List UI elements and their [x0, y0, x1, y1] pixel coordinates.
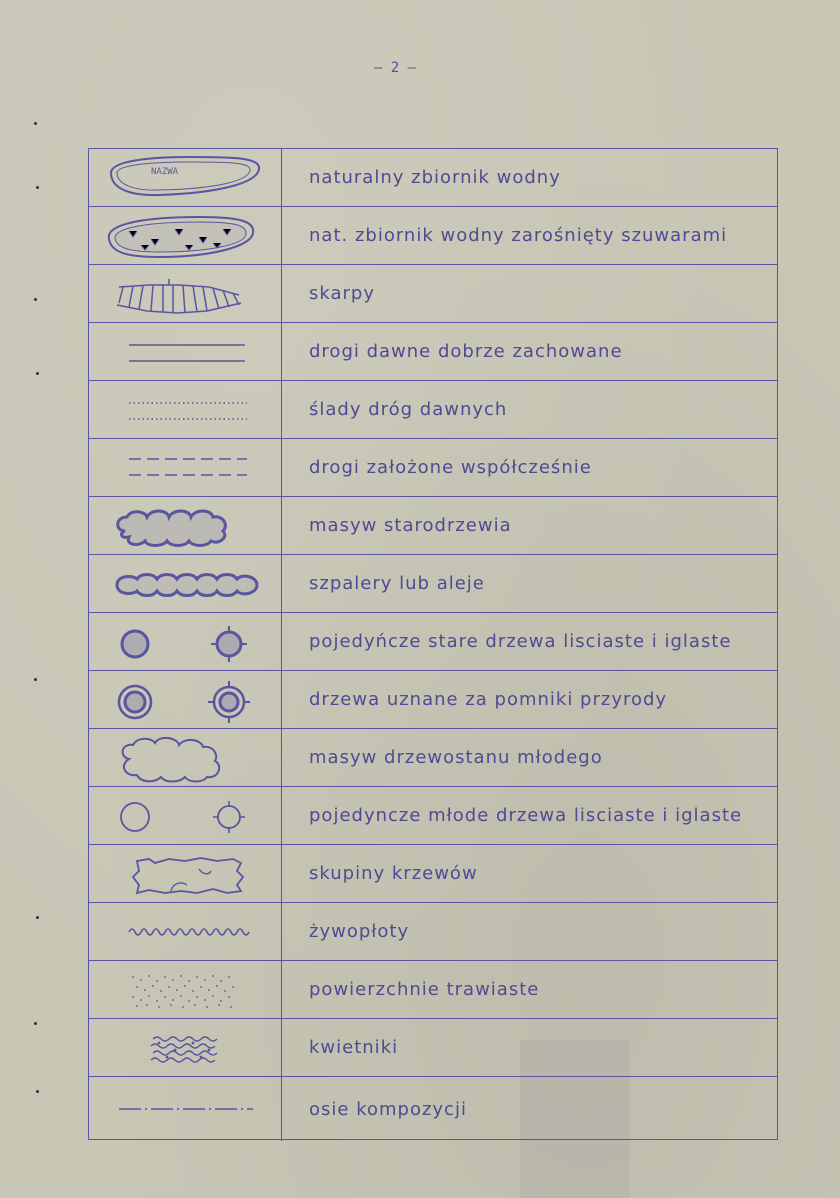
symbol-cell: [89, 265, 282, 322]
legend-row: [89, 787, 777, 845]
legend-row: [89, 903, 777, 961]
legend-row: [89, 149, 777, 207]
margin-mark: [36, 186, 39, 189]
water-body-name: NAZWA: [151, 167, 179, 177]
legend-row: [89, 381, 777, 439]
margin-mark: [34, 122, 37, 125]
legend-label: drogi założone współcześnie: [309, 457, 592, 478]
double-line-icon: [89, 323, 282, 381]
young-tree-icons: [89, 787, 282, 845]
margin-mark: [34, 1022, 37, 1025]
legend-row: [89, 555, 777, 613]
symbol-cell: [89, 729, 282, 786]
margin-mark: [34, 678, 37, 681]
axis-dash-dot-icon: [89, 1077, 282, 1141]
monument-tree-icons: [89, 671, 282, 729]
dotted-lines-icon: [89, 381, 282, 439]
legend-label: pojedyńcze stare drzewa lisciaste i iglaste: [309, 631, 732, 652]
embankment-icon: [89, 265, 282, 323]
young-forest-cloud-icon: [89, 729, 282, 787]
legend-label: żywopłoty: [309, 921, 410, 942]
symbol-cell: [89, 787, 282, 844]
legend-label: powierzchnie trawiaste: [309, 979, 540, 1000]
symbol-cell: [89, 555, 282, 612]
legend-label: skupiny krzewów: [309, 863, 478, 884]
grass-stipple-icon: [89, 961, 282, 1019]
symbol-cell: [89, 903, 282, 960]
symbol-cell: [89, 439, 282, 496]
legend-label: kwietniki: [309, 1037, 399, 1058]
margin-mark: [36, 372, 39, 375]
legend-row: [89, 439, 777, 497]
symbol-cell: [89, 671, 282, 728]
margin-mark: [34, 298, 37, 301]
alley-chain-icon: [89, 555, 282, 613]
legend-label: pojedyncze młode drzewa lisciaste i iglaste: [309, 805, 743, 826]
hedge-wave-icon: [89, 903, 282, 961]
legend-row: [89, 497, 777, 555]
legend-label: drzewa uznane za pomniki przyrody: [309, 689, 668, 710]
reed-water-body-icon: [89, 207, 282, 265]
legend-row: [89, 729, 777, 787]
legend-row: [89, 671, 777, 729]
water-body-icon: [89, 149, 282, 207]
symbol-cell: [89, 1077, 282, 1141]
legend-label: szpalery lub aleje: [309, 573, 485, 594]
page-number: — 2 —: [373, 60, 417, 76]
old-tree-icons: [89, 613, 282, 671]
flowerbed-icon: [89, 1019, 282, 1077]
legend-label: drogi dawne dobrze zachowane: [309, 341, 623, 362]
symbol-cell: [89, 497, 282, 554]
legend-row: [89, 265, 777, 323]
symbol-cell: [89, 207, 282, 264]
margin-mark: [36, 1090, 39, 1093]
legend-row: [89, 613, 777, 671]
legend-label: naturalny zbiornik wodny: [309, 167, 561, 188]
margin-mark: [36, 916, 39, 919]
symbol-cell: [89, 613, 282, 670]
legend-label: nat. zbiornik wodny zarośnięty szuwarami: [309, 225, 728, 246]
legend-label: masyw starodrzewia: [309, 515, 512, 536]
legend-row: [89, 1019, 777, 1077]
legend-label: masyw drzewostanu młodego: [309, 747, 603, 768]
legend-row: [89, 1077, 777, 1141]
symbol-cell: [89, 323, 282, 380]
legend-row: [89, 323, 777, 381]
symbol-cell: [89, 961, 282, 1018]
symbol-cell: [89, 845, 282, 902]
legend-label: ślady dróg dawnych: [309, 399, 508, 420]
legend-row: [89, 845, 777, 903]
legend-label: osie kompozycji: [309, 1098, 467, 1120]
legend-label: skarpy: [309, 283, 375, 304]
legend-row: [89, 961, 777, 1019]
symbol-cell: [89, 149, 282, 206]
dashed-lines-icon: [89, 439, 282, 497]
legend-row: [89, 207, 777, 265]
symbol-cell: [89, 381, 282, 438]
symbol-cell: [89, 1019, 282, 1076]
old-forest-cloud-icon: [89, 497, 282, 555]
shrub-group-icon: [89, 845, 282, 903]
legend-table: [88, 148, 778, 1140]
